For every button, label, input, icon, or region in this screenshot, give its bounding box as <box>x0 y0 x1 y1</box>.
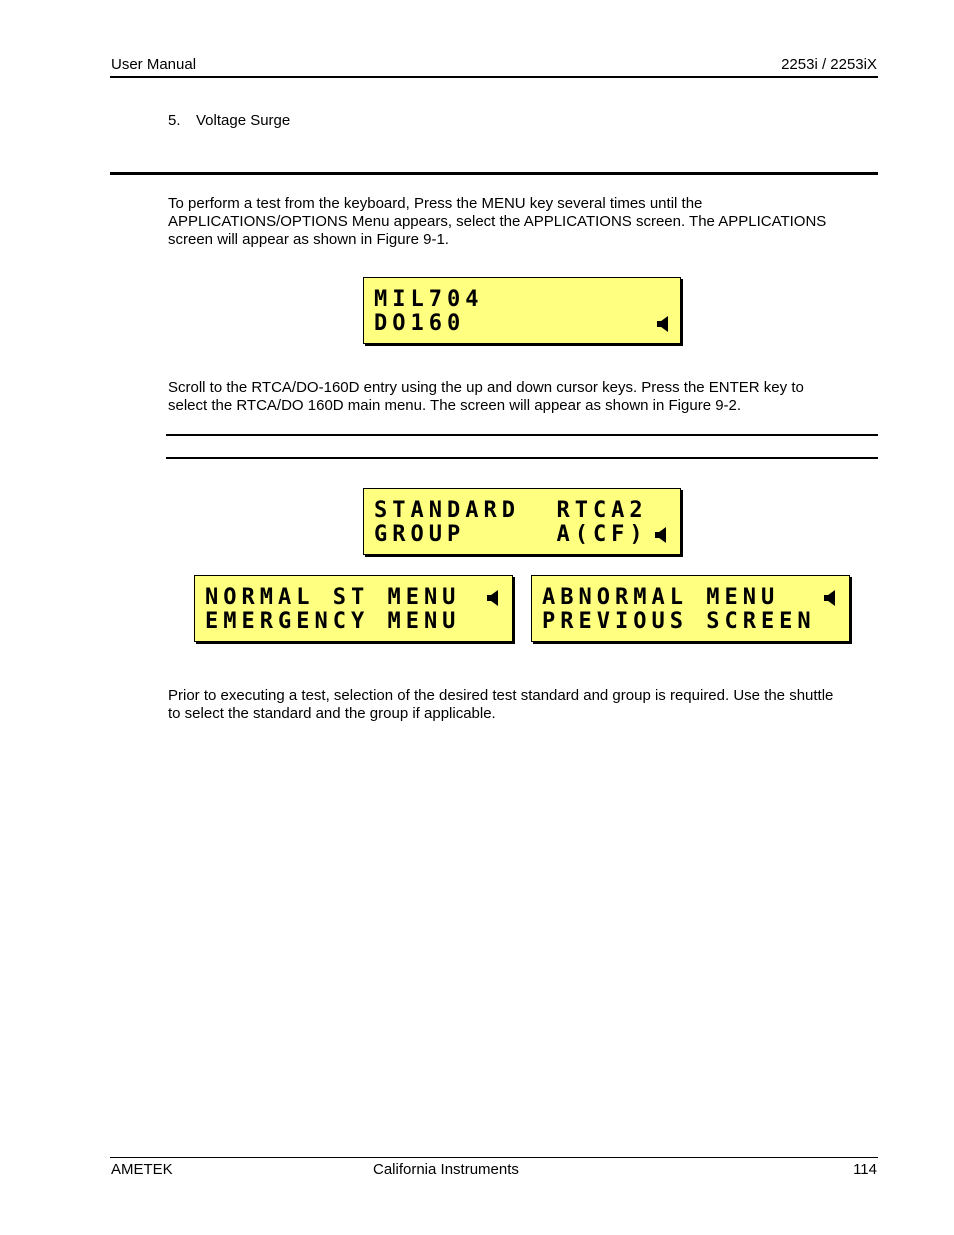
lcd-line-1: ABNORMAL MENU <box>542 585 780 610</box>
paragraph-prior <box>168 687 878 723</box>
paragraph-line: select the RTCA/DO 160D main menu. The screen will appear as shown in Figure 9-2. <box>168 397 742 414</box>
paragraph-line: Scroll to the RTCA/DO-160D entry using the up and down cursor keys. Press the ENTER key to <box>168 379 804 396</box>
left-arrow-icon <box>657 316 668 332</box>
header-rule <box>110 76 878 78</box>
lcd-line-1: NORMAL ST MENU <box>205 585 461 610</box>
footer-brand: California Instruments <box>373 1161 519 1178</box>
paragraph-line: screen will appear as shown in Figure 9-1. <box>168 231 449 248</box>
paragraph-line: to select the standard and the group if applicable. <box>168 705 496 722</box>
lcd-standard-screen <box>363 488 681 555</box>
header-model: 2253i / 2253iX <box>781 56 877 73</box>
page-number: 114 <box>853 1161 877 1178</box>
list-item-number: 5. <box>168 112 181 129</box>
paragraph-scroll <box>168 379 868 415</box>
paragraph-line: To perform a test from the keyboard, Press the MENU key several times until the <box>168 195 703 212</box>
lcd-line-2: DO160 <box>374 311 466 336</box>
lcd-applications-screen <box>363 277 681 344</box>
lcd-line-2: GROUP A(CF) <box>374 522 648 547</box>
footer-rule <box>110 1157 878 1158</box>
lcd-line-1: MIL704 <box>374 287 484 312</box>
lcd-line-2: EMERGENCY MENU <box>205 609 461 634</box>
section-divider <box>110 172 878 175</box>
left-arrow-icon <box>487 590 498 606</box>
left-arrow-icon <box>655 527 666 543</box>
lcd-normal-menu-screen <box>194 575 513 642</box>
paragraph-intro <box>168 195 868 249</box>
lcd-line-2: PREVIOUS SCREEN <box>542 609 816 634</box>
paragraph-line: APPLICATIONS/OPTIONS Menu appears, select the APPLICATIONS screen. The APPLICATIONS <box>168 213 827 230</box>
figure-rule-bottom <box>166 457 878 459</box>
footer-company: AMETEK <box>111 1161 173 1178</box>
list-item-text: Voltage Surge <box>196 112 291 129</box>
lcd-line-1: STANDARD RTCA2 <box>374 498 648 523</box>
header-title: User Manual <box>111 56 197 73</box>
figure-rule-top <box>166 434 878 436</box>
paragraph-line: Prior to executing a test, selection of the desired test standard and group is required. Use the shuttle <box>168 687 834 704</box>
lcd-abnormal-menu-screen <box>531 575 850 642</box>
left-arrow-icon <box>824 590 835 606</box>
